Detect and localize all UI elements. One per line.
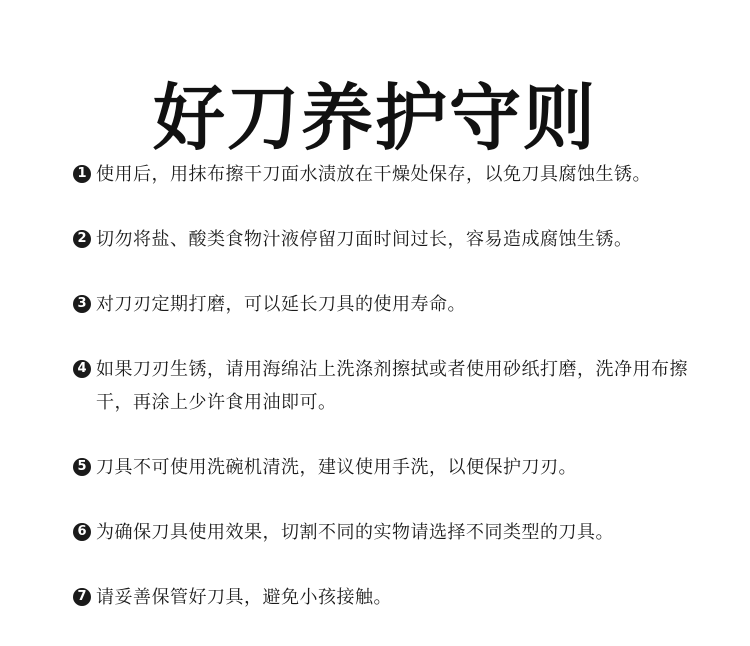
rule-item-4: [73, 353, 713, 419]
page-title: 好刀养护守则: [152, 76, 597, 161]
rule-item-6: [73, 516, 713, 549]
number-5-icon: 5: [73, 458, 91, 476]
number-2-icon: 2: [73, 230, 91, 248]
rule-text: 对刀刃定期打磨，可以延长刀具的使用寿命。: [96, 294, 466, 315]
rule-item-7: [73, 581, 713, 614]
number-6-icon: 6: [73, 523, 91, 541]
rule-text: 如果刀刃生锈，请用海绵沾上洗涤剂擦拭或者使用砂纸打磨，洗净用布擦干，再涂上少许食用油即可。: [96, 359, 688, 413]
rule-text: 刀具不可使用洗碗机清洗，建议使用手洗，以便保护刀刃。: [96, 457, 577, 478]
rule-text: 为确保刀具使用效果，切割不同的实物请选择不同类型的刀具。: [96, 522, 614, 543]
rules-list: [73, 158, 713, 646]
rule-text: 请妥善保管好刀具，避免小孩接触。: [96, 587, 392, 608]
rule-text: 使用后，用抹布擦干刀面水渍放在干燥处保存，以免刀具腐蚀生锈。: [96, 164, 651, 185]
number-7-icon: 7: [73, 588, 91, 606]
rule-item-2: [73, 223, 713, 256]
number-3-icon: 3: [73, 295, 91, 313]
rule-item-5: [73, 451, 713, 484]
rule-text: 切勿将盐、酸类食物汁液停留刀面时间过长，容易造成腐蚀生锈。: [96, 229, 633, 250]
rule-item-3: [73, 288, 713, 321]
number-1-icon: 1: [73, 165, 91, 183]
rule-item-1: [73, 158, 713, 191]
number-4-icon: 4: [73, 360, 91, 378]
